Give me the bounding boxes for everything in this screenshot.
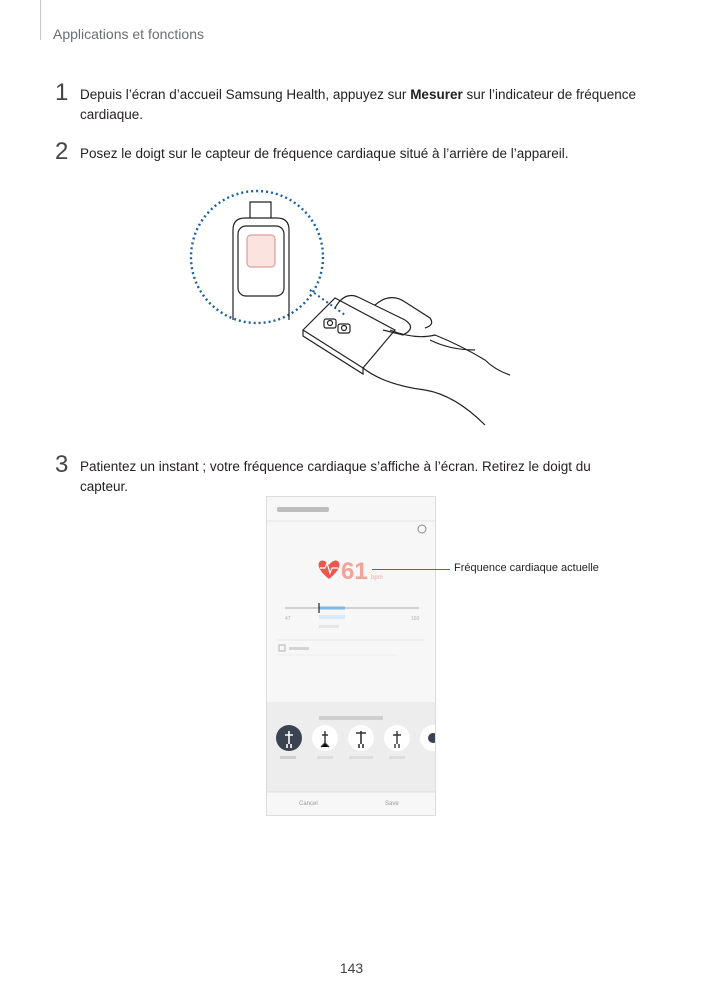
- page-number: 143: [339, 960, 364, 976]
- heart-rate-value: 61: [341, 558, 368, 585]
- scale-max-label: 160: [411, 616, 420, 622]
- sensor-illustration: [185, 180, 515, 435]
- heart-rate-screen: [266, 496, 436, 816]
- scale-min-label: 47: [285, 616, 291, 622]
- step-text-bold: Mesurer: [410, 87, 463, 102]
- step-text-part: Depuis l’écran d’accueil Samsung Health, appuyez sur: [80, 87, 411, 102]
- step-text: [80, 85, 640, 125]
- side-rule: [40, 0, 41, 40]
- step-text: Patientez un instant ; votre fréquence cardiaque s’affiche à l’écran. Retirez le doigt du capteur.: [80, 459, 591, 494]
- callout-line: [372, 569, 450, 570]
- step-text: Posez le doigt sur le capteur de fréquence cardiaque situé à l’arrière de l’appareil.: [80, 146, 569, 161]
- step-number: 2: [55, 138, 69, 165]
- step-number: 1: [55, 79, 69, 106]
- section-header: Applications et fonctions: [53, 26, 204, 42]
- step-text-part: sur l’indicateur de fréquence cardiaque.: [80, 87, 637, 122]
- save-button: Save: [385, 801, 399, 807]
- callout-label: Fréquence cardiaque actuelle: [454, 562, 599, 574]
- cancel-button: Cancel: [299, 801, 318, 807]
- heart-rate-unit: bpm: [371, 575, 383, 581]
- step-number: 3: [55, 451, 69, 478]
- heart-icon: [319, 561, 340, 579]
